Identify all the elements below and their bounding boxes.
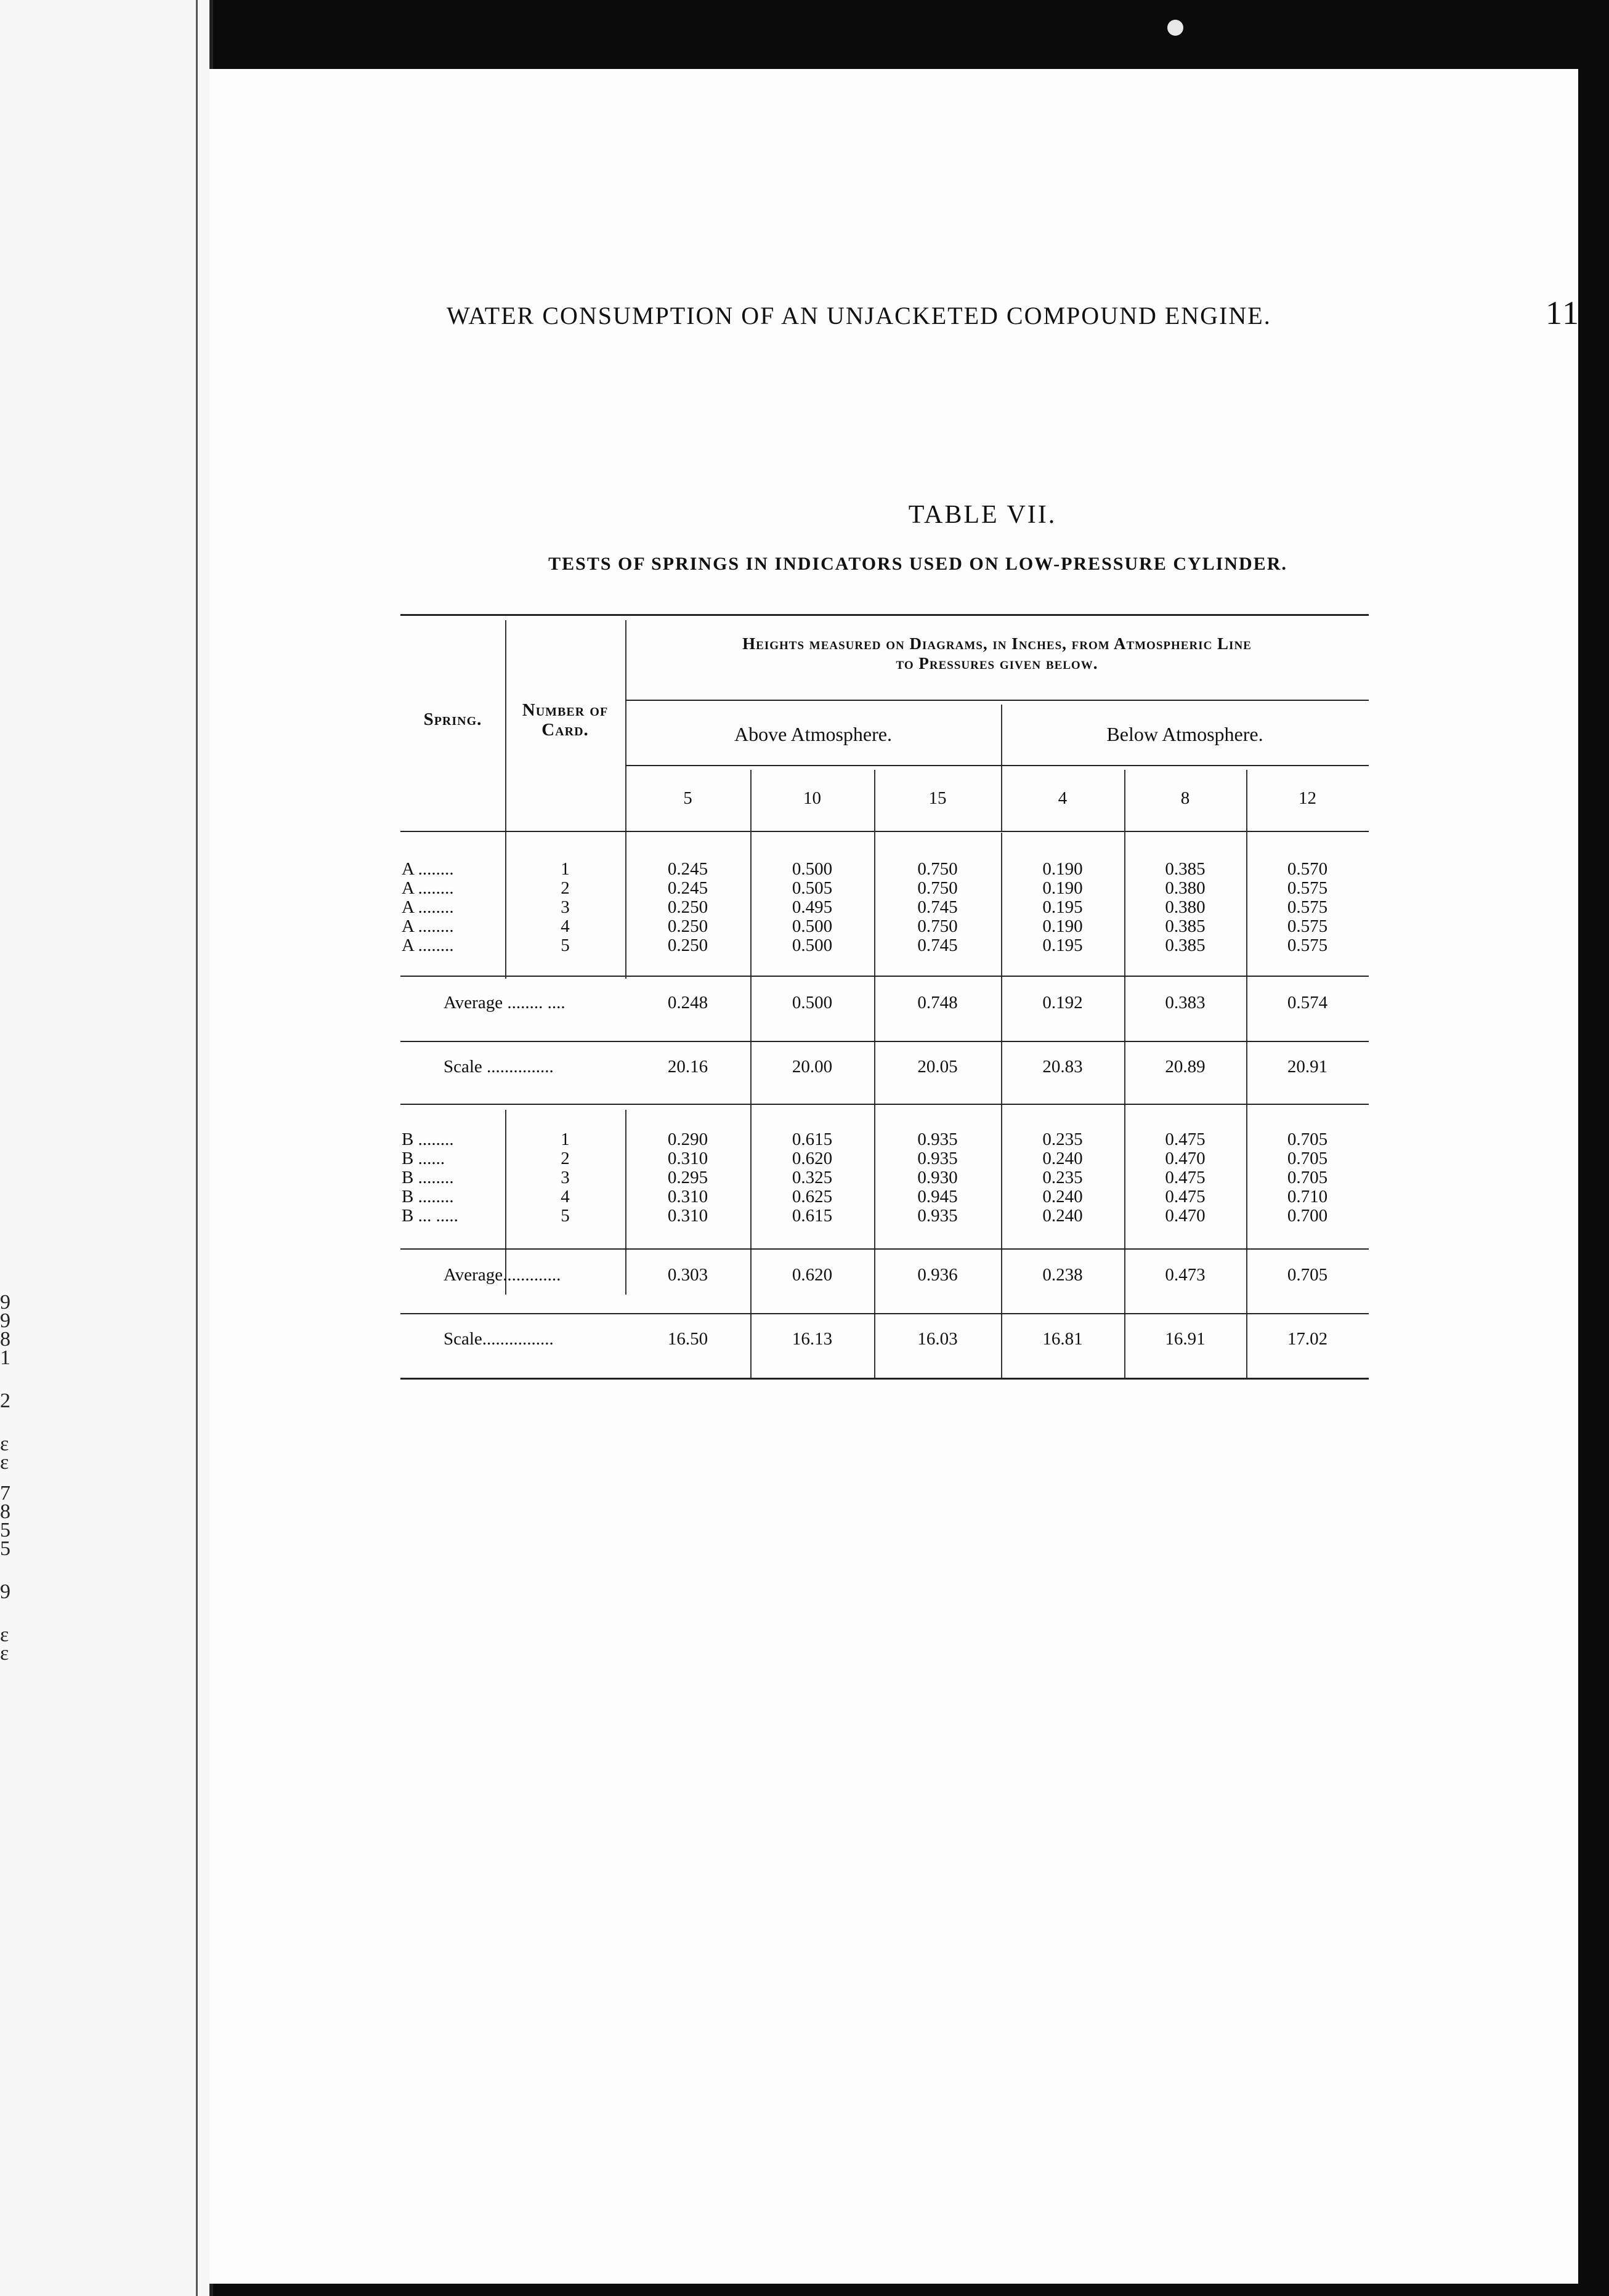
average-value: 0.620 [792, 1265, 833, 1285]
header-card-2: Card. [541, 720, 589, 740]
reading-value: 0.615 [792, 1206, 833, 1226]
reading-value: 0.250 [667, 916, 708, 936]
spring-label: A ........ [402, 859, 454, 879]
scale-value: 20.91 [1287, 1057, 1328, 1077]
fragment: ɛ [0, 1451, 9, 1474]
pressure-header: 12 [1299, 788, 1316, 808]
reading-value: 0.575 [1287, 897, 1328, 917]
spring-label: B ........ [402, 1168, 454, 1187]
fragment: 9 [0, 1580, 10, 1603]
reading-value: 0.945 [917, 1187, 958, 1207]
reading-value: 0.290 [667, 1130, 708, 1149]
reading-value: 0.475 [1165, 1187, 1206, 1207]
group-rule [400, 1041, 1369, 1042]
spring-label: B ........ [402, 1187, 454, 1207]
reading-value: 0.235 [1042, 1130, 1083, 1149]
reading-value: 0.240 [1042, 1187, 1083, 1207]
card-number: 4 [561, 1187, 570, 1207]
reading-value: 0.385 [1165, 936, 1206, 955]
spring-label: A ........ [402, 897, 454, 917]
reading-value: 0.190 [1042, 859, 1083, 879]
spring-label: A ........ [402, 916, 454, 936]
scale-value: 20.83 [1042, 1057, 1083, 1077]
group-rule [400, 1248, 1369, 1250]
reading-value: 0.240 [1042, 1206, 1083, 1226]
pressure-header: 10 [803, 788, 821, 808]
scale-value: 16.81 [1042, 1329, 1083, 1349]
reading-value: 0.705 [1287, 1130, 1328, 1149]
header-spring: Spring. [423, 709, 482, 729]
reading-value: 0.500 [792, 936, 833, 955]
pressure-header: 5 [683, 788, 692, 808]
reading-value: 0.700 [1287, 1206, 1328, 1226]
spring-label: B ... ..... [402, 1206, 458, 1226]
scale-value: 17.02 [1287, 1329, 1328, 1349]
reading-value: 0.495 [792, 897, 833, 917]
header-rule [625, 700, 1369, 701]
scale-value: 20.05 [917, 1057, 958, 1077]
scale-value: 20.16 [667, 1057, 708, 1077]
fragment: 9 [0, 1291, 10, 1314]
reading-value: 0.245 [667, 859, 708, 879]
reading-value: 0.935 [917, 1206, 958, 1226]
average-value: 0.238 [1042, 1265, 1083, 1285]
running-head-title: WATER CONSUMPTION OF AN UNJACKETED COMPOUND ENGINE. [447, 302, 1271, 329]
average-value: 0.936 [917, 1265, 958, 1285]
reading-value: 0.705 [1287, 1168, 1328, 1187]
reading-value: 0.620 [792, 1149, 833, 1168]
facing-page-edge [0, 0, 213, 2296]
reading-value: 0.570 [1287, 859, 1328, 879]
fragment: ɛ [0, 1642, 9, 1665]
header-heights-1: Heights measured on Diagrams, in Inches, from Atmospheric Line [742, 634, 1252, 653]
scale-value: 16.03 [917, 1329, 958, 1349]
reading-value: 0.470 [1165, 1206, 1206, 1226]
average-value: 0.748 [917, 993, 958, 1013]
fragment: 2 [0, 1389, 10, 1412]
reading-value: 0.705 [1287, 1149, 1328, 1168]
group-rule [400, 976, 1369, 977]
reading-value: 0.380 [1165, 878, 1206, 898]
reading-value: 0.385 [1165, 859, 1206, 879]
reading-value: 0.500 [792, 859, 833, 879]
scan-speck [1167, 20, 1183, 36]
group-rule [400, 1313, 1369, 1314]
table-bottom-rule [400, 1378, 1369, 1380]
pressure-header: 15 [928, 788, 947, 808]
reading-value: 0.195 [1042, 897, 1083, 917]
scale-value: 20.00 [792, 1057, 833, 1077]
card-number: 2 [561, 878, 570, 898]
average-value: 0.383 [1165, 993, 1206, 1013]
card-number: 3 [561, 897, 570, 917]
average-value: 0.473 [1165, 1265, 1206, 1285]
reading-value: 0.750 [917, 916, 958, 936]
reading-value: 0.615 [792, 1130, 833, 1149]
reading-value: 0.310 [667, 1187, 708, 1207]
card-number: 2 [561, 1149, 570, 1168]
reading-value: 0.575 [1287, 936, 1328, 955]
pressure-header: 4 [1058, 788, 1068, 808]
reading-value: 0.235 [1042, 1168, 1083, 1187]
reading-value: 0.930 [917, 1168, 958, 1187]
fragment: 5 [0, 1537, 10, 1560]
reading-value: 0.250 [667, 897, 708, 917]
spring-label: B ...... [402, 1149, 445, 1168]
header-heights-2: to Pressures given below. [896, 654, 1098, 673]
card-number: 1 [561, 1130, 570, 1149]
reading-value: 0.750 [917, 878, 958, 898]
reading-value: 0.750 [917, 859, 958, 879]
reading-value: 0.745 [917, 897, 958, 917]
reading-value: 0.470 [1165, 1149, 1206, 1168]
reading-value: 0.745 [917, 936, 958, 955]
scale-value: 16.91 [1165, 1329, 1206, 1349]
reading-value: 0.505 [792, 878, 833, 898]
scale-value: 20.89 [1165, 1057, 1206, 1077]
fragment: ɛ [0, 1433, 9, 1455]
fragment: 5 [0, 1519, 10, 1542]
facing-page-fragments [0, 1293, 14, 1663]
header-below: Below Atmosphere. [1106, 723, 1263, 745]
reading-value: 0.500 [792, 916, 833, 936]
average-value: 0.192 [1042, 993, 1083, 1013]
average-value: 0.248 [667, 993, 708, 1013]
reading-value: 0.475 [1165, 1130, 1206, 1149]
running-header [447, 294, 1580, 332]
col-divider [505, 833, 506, 979]
reading-value: 0.250 [667, 936, 708, 955]
scale-label: Scale ............... [444, 1057, 554, 1077]
header-rule [400, 831, 1369, 832]
average-label: Average ........ .... [444, 993, 565, 1013]
reading-value: 0.475 [1165, 1168, 1206, 1187]
fragment: 7 [0, 1482, 10, 1505]
header-card-1: Number of [522, 700, 609, 720]
gutter-shadow [196, 0, 198, 2296]
reading-value: 0.190 [1042, 916, 1083, 936]
reading-value: 0.380 [1165, 897, 1206, 917]
reading-value: 0.575 [1287, 916, 1328, 936]
average-value: 0.303 [667, 1265, 708, 1285]
col-divider [625, 833, 626, 979]
table-top-rule [400, 614, 1369, 616]
reading-value: 0.295 [667, 1168, 708, 1187]
reading-value: 0.310 [667, 1149, 708, 1168]
reading-value: 0.325 [792, 1168, 833, 1187]
scale-value: 16.13 [792, 1329, 833, 1349]
document-page [209, 69, 1578, 2284]
card-number: 3 [561, 1168, 570, 1187]
page-number: 11 [1546, 294, 1580, 331]
reading-value: 0.935 [917, 1130, 958, 1149]
reading-value: 0.190 [1042, 878, 1083, 898]
header-rule [625, 765, 1369, 766]
reading-value: 0.710 [1287, 1187, 1328, 1207]
scale-label: Scale................ [444, 1329, 554, 1349]
card-number: 1 [561, 859, 570, 879]
fragment: 9 [0, 1309, 10, 1332]
spring-label: A ........ [402, 936, 454, 955]
average-value: 0.574 [1287, 993, 1328, 1013]
pressure-header: 8 [1180, 788, 1190, 808]
reading-value: 0.240 [1042, 1149, 1083, 1168]
spring-label: A ........ [402, 878, 454, 898]
spring-label: B ........ [402, 1130, 454, 1149]
reading-value: 0.935 [917, 1149, 958, 1168]
reading-value: 0.245 [667, 878, 708, 898]
fragment: ɛ [0, 1623, 9, 1646]
scale-value: 16.50 [667, 1329, 708, 1349]
reading-value: 0.385 [1165, 916, 1206, 936]
average-value: 0.705 [1287, 1265, 1328, 1285]
reading-value: 0.195 [1042, 936, 1083, 955]
average-value: 0.500 [792, 993, 833, 1013]
header-above: Above Atmosphere. [734, 723, 892, 745]
fragment: 1 [0, 1346, 10, 1369]
card-number: 4 [561, 916, 570, 936]
average-label: Average............. [444, 1265, 561, 1285]
card-number: 5 [561, 936, 570, 955]
reading-value: 0.310 [667, 1206, 708, 1226]
fragment: 8 [0, 1500, 10, 1523]
card-number: 5 [561, 1206, 570, 1226]
reading-value: 0.575 [1287, 878, 1328, 898]
reading-value: 0.625 [792, 1187, 833, 1207]
table-title: TABLE VII. [908, 501, 1057, 529]
fragment: 8 [0, 1328, 10, 1351]
table-subtitle: TESTS OF SPRINGS IN INDICATORS USED ON LOW-PRESSURE CYLINDER. [548, 554, 1287, 574]
group-rule [400, 1104, 1369, 1105]
